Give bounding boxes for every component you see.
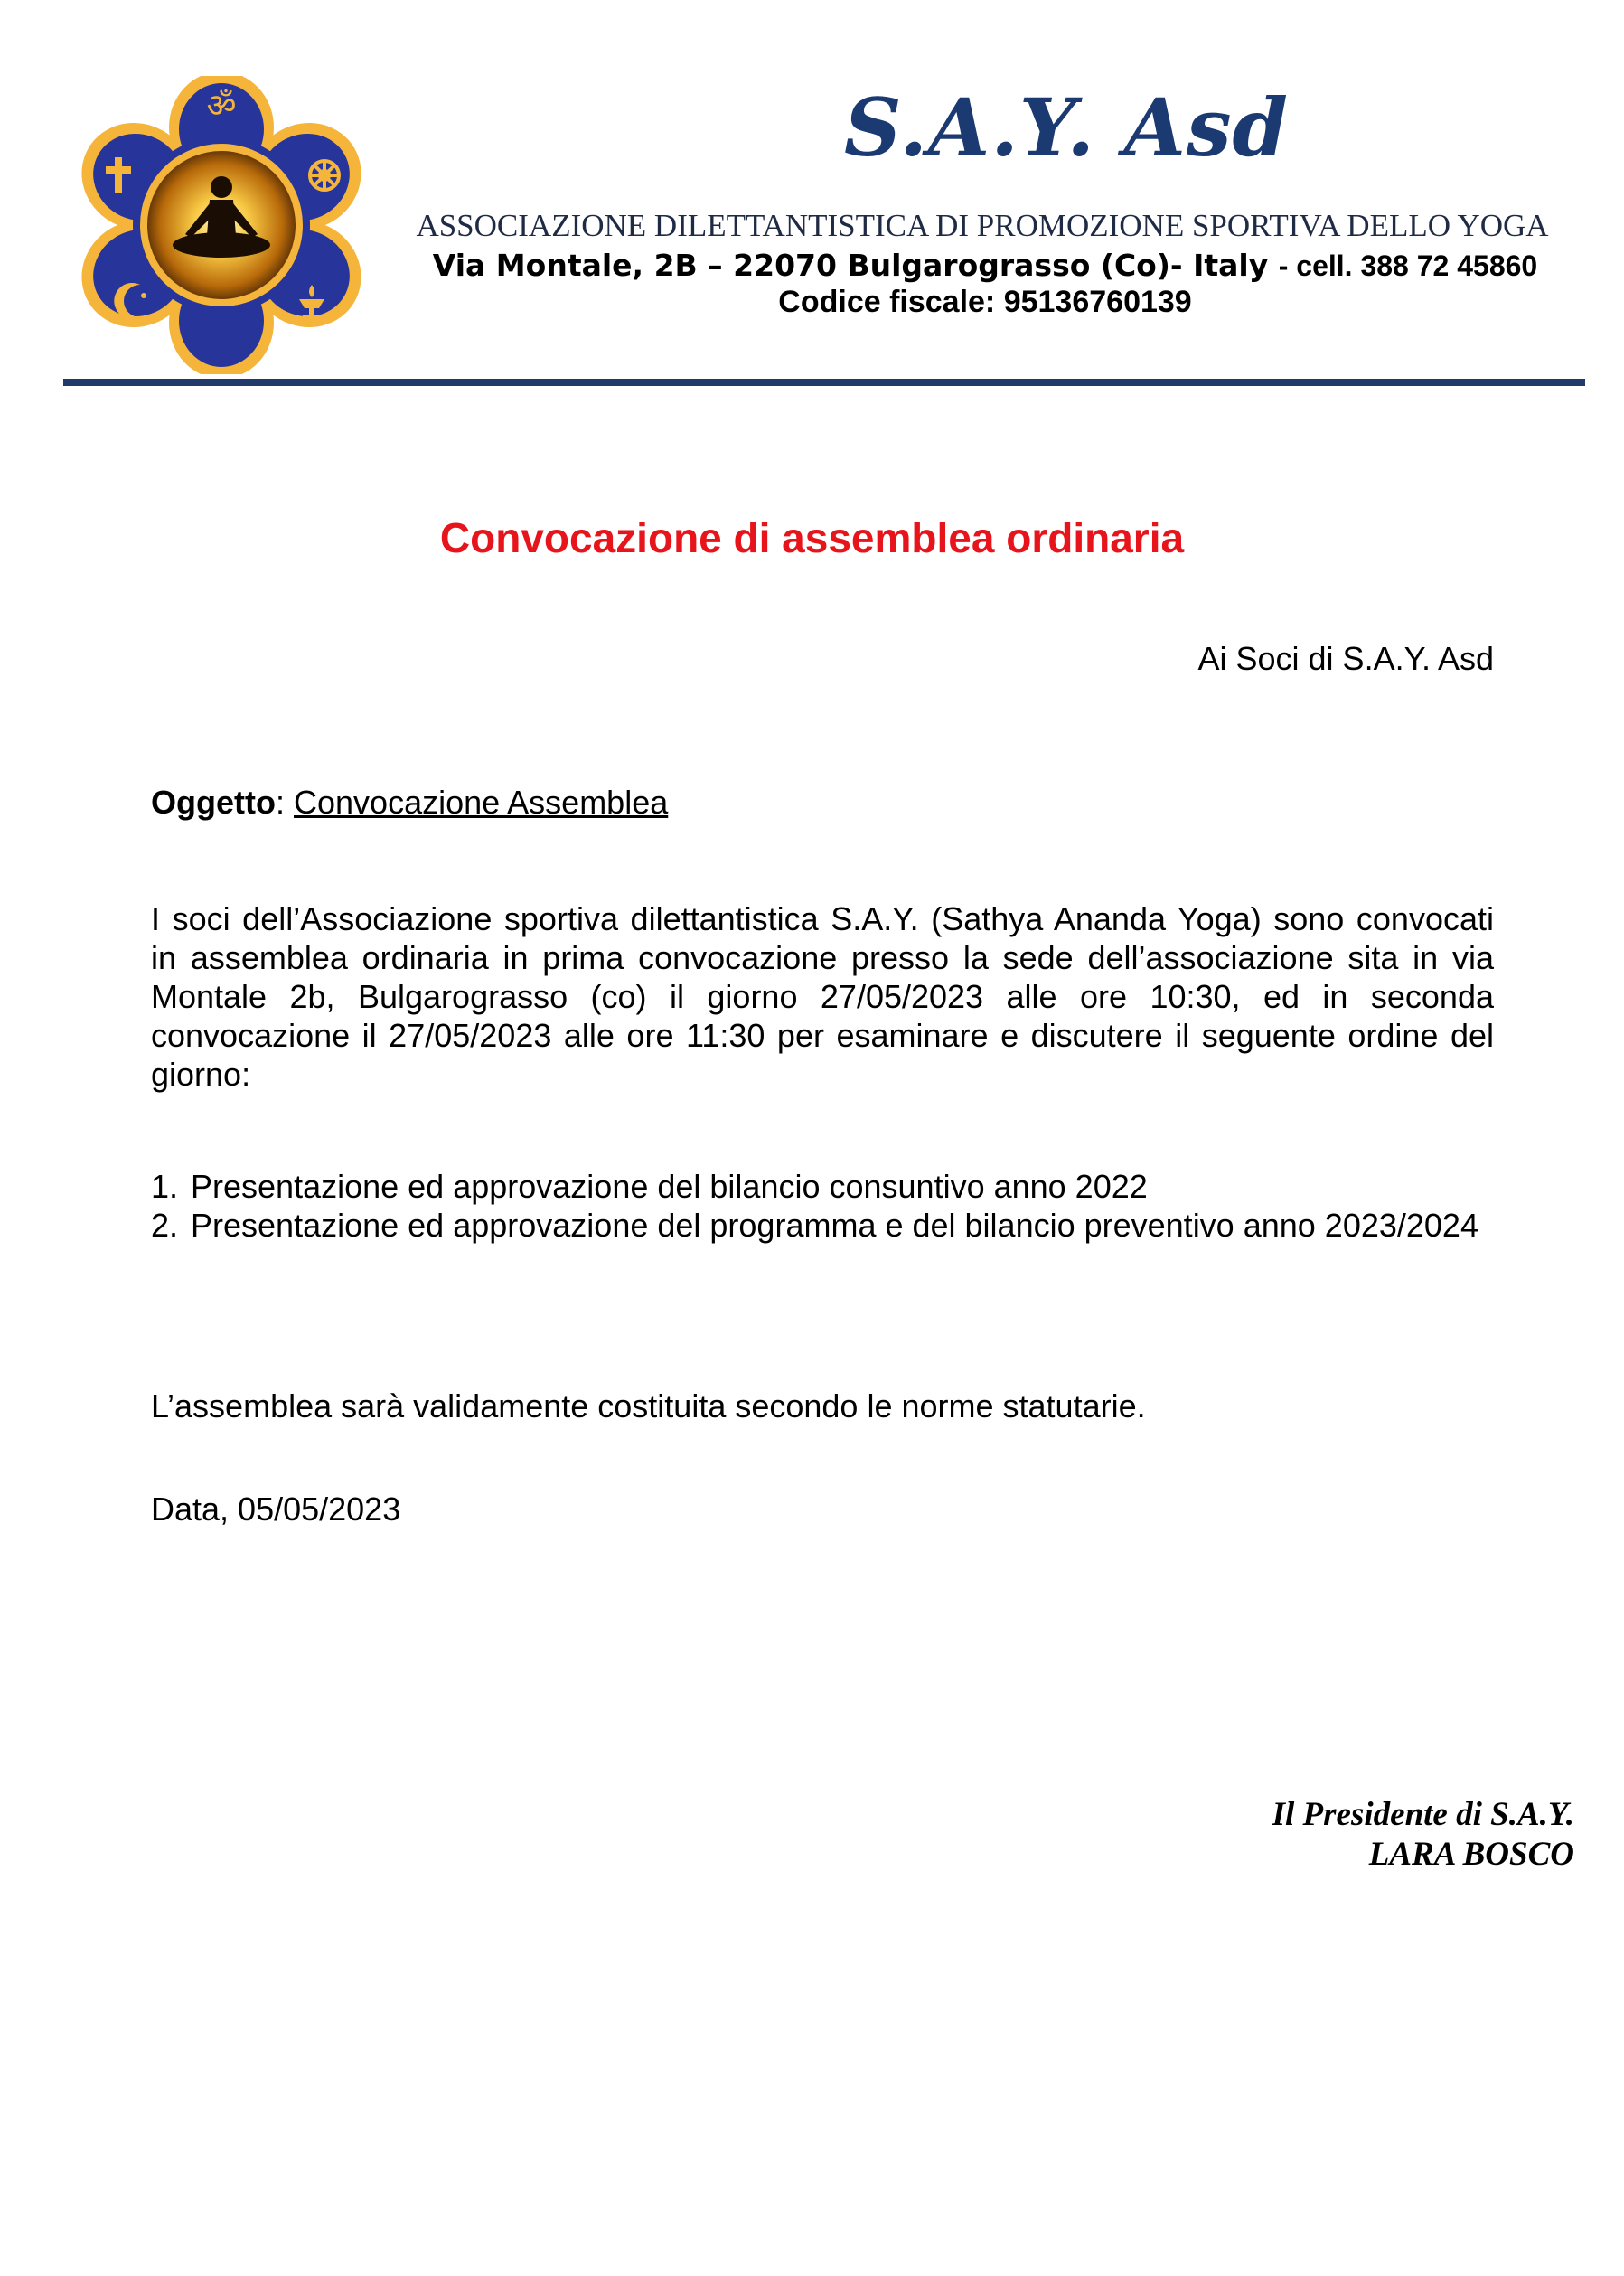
recipient-line: Ai Soci di S.A.Y. Asd xyxy=(1197,640,1494,677)
agenda-item xyxy=(151,1167,1494,1206)
document-date: Data, 05/05/2023 xyxy=(151,1491,401,1528)
say-logo xyxy=(72,76,371,374)
org-fiscal-code: Codice fiscale: 95136760139 xyxy=(778,285,1192,319)
org-cell-phone: - cell. 388 72 45860 xyxy=(1278,249,1538,282)
agenda-item-text: Presentazione ed approvazione del bilancio consuntivo anno 2022 xyxy=(191,1168,1148,1205)
convocation-body: I soci dell’Associazione sportiva dilettantistica S.A.Y. (Sathya Ananda Yoga) sono convocati in assemblea ordinaria in prima convocazione presso la sede dell’associazione sita in via Montale 2b, Bulgarograsso (co) il giorno 27/05/2023 alle ore 10:30, ed in seconda convocazione il 27/05/2023 alle ore 11:30 per esaminare e discutere il seguente ordine del giorno: xyxy=(151,900,1494,1093)
om-icon xyxy=(207,88,237,125)
signature-name: LARA BOSCO xyxy=(1368,1836,1574,1873)
org-full-name: ASSOCIAZIONE DILETTANTISTICA DI PROMOZIONE SPORTIVA DELLO YOGA xyxy=(416,208,1549,243)
agenda-item xyxy=(151,1206,1494,1245)
header-divider xyxy=(63,379,1585,386)
subject-line xyxy=(151,783,668,823)
signature-role: Il Presidente di S.A.Y. xyxy=(1272,1796,1574,1833)
validity-statement: L’assemblea sarà validamente costituita secondo le norme statutarie. xyxy=(151,1387,1146,1425)
agenda-list xyxy=(151,1167,1494,1245)
signature-block xyxy=(1084,1795,1574,1875)
org-short-name: S.A.Y. Asd xyxy=(843,80,1290,174)
org-address: Via Montale, 2B – 22070 Bulgarograsso (Co)- Italy xyxy=(432,248,1269,283)
agenda-item-number: 1. xyxy=(151,1168,179,1205)
org-address-line xyxy=(361,246,1609,286)
document-title: Convocazione di assemblea ordinaria xyxy=(439,514,1185,561)
subject-value: Convocazione Assemblea xyxy=(294,784,669,821)
agenda-item-number: 2. xyxy=(151,1207,179,1244)
subject-separator: : xyxy=(275,784,294,821)
subject-label: Oggetto xyxy=(151,784,276,821)
agenda-item-text: Presentazione ed approvazione del programma e del bilancio preventivo anno 2023/2024 xyxy=(191,1207,1478,1244)
dharma-wheel-icon xyxy=(310,161,339,190)
svg-text:ॐ: ॐ xyxy=(206,88,237,125)
